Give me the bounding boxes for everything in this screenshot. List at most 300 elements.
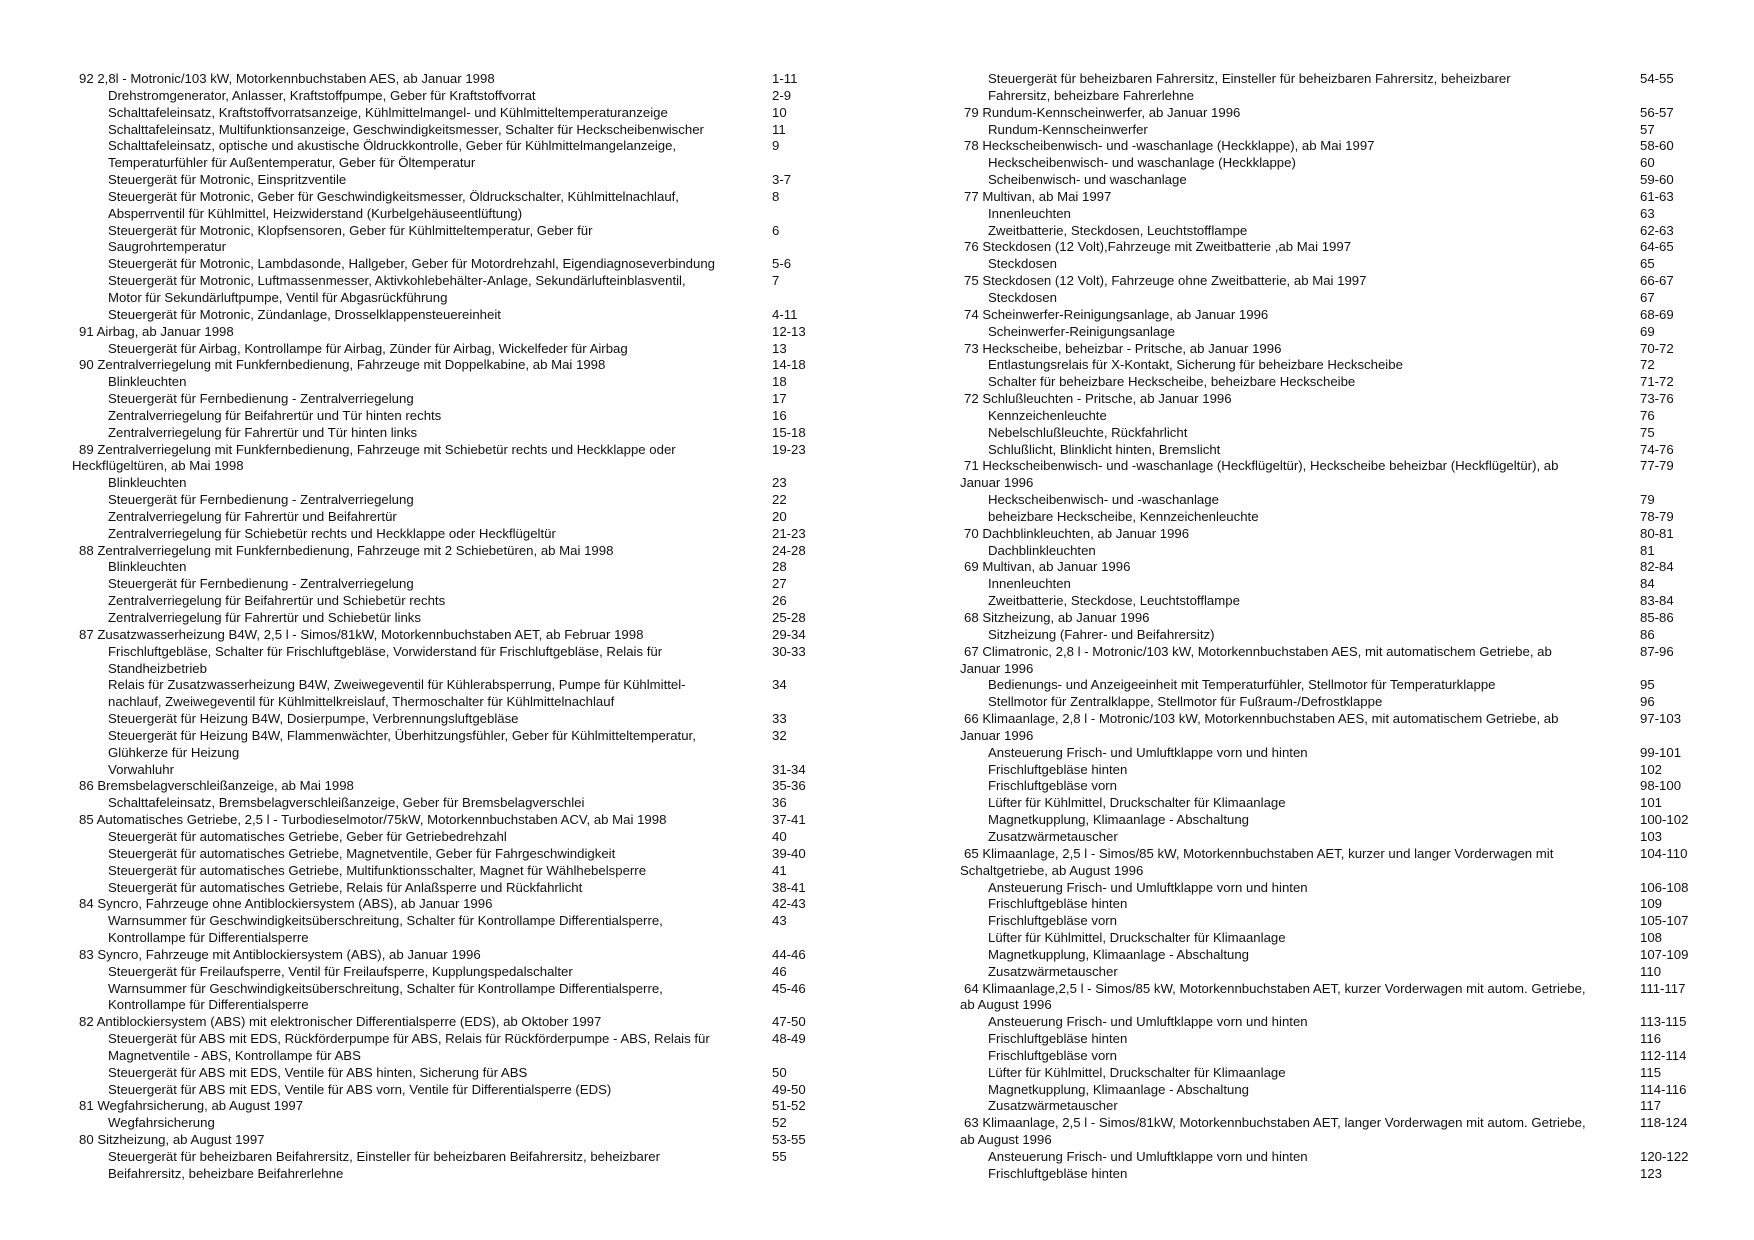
toc-entry-title: 80 Sitzheizung, ab August 1997 <box>79 1132 265 1148</box>
toc-entry-title: Lüfter für Kühlmittel, Druckschalter für Klimaanlage <box>988 1064 1286 1080</box>
toc-section-entry <box>72 778 832 795</box>
toc-page-range: 95 <box>1640 677 1655 693</box>
toc-entry-title: Steckdosen <box>988 256 1057 272</box>
toc-entry-title: 68 Sitzheizung, ab Januar 1996 <box>964 610 1150 625</box>
toc-page-range: 66-67 <box>1640 273 1674 289</box>
toc-page-range: 123 <box>1640 1165 1663 1181</box>
toc-entry-title: Steuergerät für beheizbaren Fahrersitz, Einsteller für beheizbaren Fahrersitz, beheizbarer <box>988 71 1511 86</box>
toc-entry-continuation <box>72 458 832 475</box>
toc-page-range: 34 <box>772 677 787 693</box>
toc-page-range: 44-46 <box>772 946 806 962</box>
toc-sub-entry <box>960 694 1700 711</box>
toc-page-range: 98-100 <box>1640 778 1682 794</box>
toc-section-entry <box>72 1132 832 1149</box>
toc-entry-title: Magnetventile - ABS, Kontrollampe für ABS <box>108 1047 361 1063</box>
toc-section-entry <box>72 357 832 374</box>
toc-page-range: 31-34 <box>772 761 806 777</box>
toc-entry-title: 86 Bremsbelagverschleißanzeige, ab Mai 1998 <box>79 778 354 794</box>
toc-section-entry <box>960 189 1700 206</box>
toc-entry-title: 74 Scheinwerfer-Reinigungsanlage, ab Januar 1996 <box>964 306 1269 322</box>
toc-page-range: 28 <box>772 559 787 575</box>
toc-sub-entry <box>72 981 832 998</box>
toc-sub-entry <box>72 1031 832 1048</box>
toc-page-range: 25-28 <box>772 610 806 625</box>
toc-entry-title: Steuergerät für Heizung B4W, Flammenwächter, Überhitzungsfühler, Geber für Kühlmitteltemperatur, <box>108 727 696 743</box>
toc-sub-entry <box>960 829 1700 846</box>
toc-entry-title: Januar 1996 <box>960 660 1034 676</box>
toc-page-range: 17 <box>772 391 787 407</box>
toc-sub-entry <box>72 425 832 442</box>
toc-section-entry <box>72 896 832 913</box>
toc-sub-entry <box>72 391 832 408</box>
toc-entry-title: Relais für Zusatzwasserheizung B4W, Zweiwegeventil für Kühlerabsperrung, Pumpe für Kühlmittel- <box>108 677 686 693</box>
toc-page-range: 74-76 <box>1640 441 1674 457</box>
toc-entry-title: 70 Dachblinkleuchten, ab Januar 1996 <box>964 525 1190 541</box>
toc-section-entry <box>72 1014 832 1031</box>
toc-page-range: 35-36 <box>772 778 806 794</box>
toc-entry-continuation <box>72 997 832 1014</box>
toc-entry-title: Schlußlicht, Blinklicht hinten, Bremslicht <box>988 441 1221 457</box>
toc-page-range: 32 <box>772 727 787 743</box>
toc-sub-entry <box>960 1082 1700 1099</box>
toc-section-entry <box>72 324 832 341</box>
toc-entry-title: Scheibenwisch- und waschanlage <box>988 172 1187 188</box>
toc-page-range: 40 <box>772 828 787 844</box>
toc-section-entry <box>960 610 1700 627</box>
toc-page-range: 58-60 <box>1640 138 1674 154</box>
toc-sub-entry <box>72 1065 832 1082</box>
toc-section-entry <box>72 71 832 88</box>
toc-entry-title: Steuergerät für Fernbedienung - Zentralverriegelung <box>108 492 414 508</box>
toc-entry-title: Frischluftgebläse hinten <box>988 896 1128 912</box>
toc-entry-title: Ansteuerung Frisch- und Umluftklappe vorn und hinten <box>988 744 1308 760</box>
toc-entry-continuation <box>72 290 832 307</box>
toc-entry-title: Zweitbatterie, Steckdose, Leuchtstofflampe <box>988 593 1240 609</box>
toc-page-range: 96 <box>1640 694 1655 710</box>
toc-sub-entry <box>72 846 832 863</box>
toc-entry-title: 84 Syncro, Fahrzeuge ohne Antiblockiersystem (ABS), ab Januar 1996 <box>79 896 493 912</box>
toc-entry-title: 75 Steckdosen (12 Volt), Fahrzeuge ohne Zweitbatterie, ab Mai 1997 <box>964 273 1367 289</box>
toc-entry-title: 90 Zentralverriegelung mit Funkfernbedienung, Fahrzeuge mit Doppelkabine, ab Mai 1998 <box>79 357 606 373</box>
toc-entry-title: Kontrollampe für Differentialsperre <box>108 930 309 946</box>
toc-page-range: 11 <box>772 121 786 137</box>
toc-page-range: 112-114 <box>1640 1047 1687 1063</box>
toc-entry-title: Magnetkupplung, Klimaanlage - Abschaltung <box>988 1081 1249 1097</box>
toc-sub-entry <box>960 930 1700 947</box>
toc-entry-title: Schalttafeleinsatz, Kraftstoffvorratsanzeige, Kühlmittelmangel- und Kühlmitteltemperaturanzeige <box>108 104 668 120</box>
toc-page-range: 117 <box>1640 1098 1662 1114</box>
toc-page-range: 81 <box>1640 542 1655 558</box>
toc-sub-entry <box>960 896 1700 913</box>
toc-sub-entry <box>960 1149 1700 1166</box>
toc-entry-title: Frischluftgebläse vorn <box>988 913 1118 929</box>
toc-sub-entry <box>960 593 1700 610</box>
toc-sub-entry <box>960 762 1700 779</box>
toc-entry-title: 87 Zusatzwasserheizung B4W, 2,5 l - Simos/81kW, Motorkennbuchstaben AET, ab Februar 1998 <box>79 626 644 642</box>
toc-page-range: 54-55 <box>1640 71 1674 86</box>
toc-entry-title: Warnsummer für Geschwindigkeitsüberschreitung, Schalter für Kontrollampe Differentialsperre, <box>108 913 663 929</box>
toc-entry-title: 73 Heckscheibe, beheizbar - Pritsche, ab Januar 1996 <box>964 340 1282 356</box>
toc-page-range: 5-6 <box>772 256 792 272</box>
toc-sub-entry <box>72 374 832 391</box>
toc-page-range: 82-84 <box>1640 559 1674 575</box>
toc-page-range: 43 <box>772 913 787 929</box>
toc-entry-title: 72 Schlußleuchten - Pritsche, ab Januar 1996 <box>964 391 1232 407</box>
toc-page-range: 72 <box>1640 357 1655 373</box>
toc-entry-title: Frischluftgebläse vorn <box>988 778 1118 794</box>
toc-entry-title: Steuergerät für Motronic, Luftmassenmesser, Aktivkohlebehälter-Anlage, Sekundärlufteinblasventil, <box>108 273 686 289</box>
toc-entry-title: Lüfter für Kühlmittel, Druckschalter für Klimaanlage <box>988 795 1286 811</box>
toc-sub-entry <box>72 762 832 779</box>
toc-page-range: 115 <box>1640 1064 1662 1080</box>
toc-entry-continuation <box>72 694 832 711</box>
toc-page-range: 30-33 <box>772 643 806 659</box>
toc-page-range: 106-108 <box>1640 879 1689 895</box>
toc-section-entry <box>960 526 1700 543</box>
toc-entry-title: beheizbare Heckscheibe, Kennzeichenleuchte <box>988 508 1259 524</box>
toc-entry-title: Zentralverriegelung für Beifahrertür und Tür hinten rechts <box>108 407 442 423</box>
toc-entry-title: Zentralverriegelung für Fahrertür und Schiebetür links <box>108 610 421 625</box>
toc-page-range: 114-116 <box>1640 1081 1687 1097</box>
toc-section-entry <box>960 1115 1700 1132</box>
toc-sub-entry <box>72 492 832 509</box>
toc-entry-title: Steuergerät für Heizung B4W, Dosierpumpe, Verbrennungsluftgebläse <box>108 711 519 727</box>
toc-entry-title: Steuergerät für Motronic, Einspritzventile <box>108 172 347 188</box>
toc-sub-entry <box>72 189 832 206</box>
toc-sub-entry <box>960 155 1700 172</box>
toc-page-range: 45-46 <box>772 980 806 996</box>
toc-sub-entry <box>960 913 1700 930</box>
toc-entry-title: Zentralverriegelung für Fahrertür und Tür hinten links <box>108 424 418 440</box>
toc-entry-title: Heckflügeltüren, ab Mai 1998 <box>72 458 244 474</box>
toc-entry-continuation <box>960 88 1700 105</box>
toc-entry-title: Frischluftgebläse hinten <box>988 1031 1128 1047</box>
toc-sub-entry <box>72 880 832 897</box>
toc-page-range: 46 <box>772 963 787 979</box>
toc-entry-title: 89 Zentralverriegelung mit Funkfernbedienung, Fahrzeuge mit Schiebetür rechts und Heckklappe oder <box>79 441 676 457</box>
toc-entry-title: 91 Airbag, ab Januar 1998 <box>79 323 234 339</box>
toc-entry-continuation <box>72 206 832 223</box>
toc-entry-continuation <box>960 863 1700 880</box>
toc-entry-title: 76 Steckdosen (12 Volt),Fahrzeuge mit Zweitbatterie ,ab Mai 1997 <box>964 239 1352 255</box>
toc-sub-entry <box>960 256 1700 273</box>
toc-page-range: 108 <box>1640 930 1663 946</box>
toc-entry-title: ab August 1996 <box>960 1132 1052 1148</box>
toc-entry-title: 65 Klimaanlage, 2,5 l - Simos/85 kW, Motorkennbuchstaben AET, kurzer und langer Vorderwagen mit <box>964 845 1554 861</box>
toc-page-range: 48-49 <box>772 1031 806 1047</box>
toc-sub-entry <box>960 1014 1700 1031</box>
toc-page-range: 86 <box>1640 626 1655 642</box>
toc-entry-title: Frischluftgebläse hinten <box>988 761 1128 777</box>
toc-sub-entry <box>72 105 832 122</box>
toc-entry-title: Schalttafeleinsatz, optische und akustische Öldruckkontrolle, Geber für Kühlmittelmangelanzeige, <box>108 138 677 154</box>
toc-sub-entry <box>960 122 1700 139</box>
toc-entry-title: Zentralverriegelung für Fahrertür und Beifahrertür <box>108 508 397 524</box>
toc-page-range: 103 <box>1640 828 1663 844</box>
toc-entry-title: Frischluftgebläse hinten <box>988 1165 1128 1181</box>
toc-page-range: 39-40 <box>772 845 806 861</box>
toc-entry-title: Kennzeichenleuchte <box>988 407 1107 423</box>
toc-page-range: 110 <box>1640 963 1662 979</box>
toc-page-range: 22 <box>772 492 787 508</box>
toc-sub-entry <box>960 1098 1700 1115</box>
toc-page-range: 87-96 <box>1640 643 1674 659</box>
toc-sub-entry <box>72 138 832 155</box>
toc-page-range: 23 <box>772 475 787 491</box>
toc-entry-continuation <box>72 1048 832 1065</box>
toc-page-range: 37-41 <box>772 812 806 828</box>
toc-entry-title: Drehstromgenerator, Anlasser, Kraftstoffpumpe, Geber für Kraftstoffvorrat <box>108 87 536 103</box>
toc-entry-continuation <box>72 745 832 762</box>
toc-entry-title: Blinkleuchten <box>108 559 187 575</box>
toc-section-entry <box>72 1098 832 1115</box>
toc-entry-continuation <box>72 1166 832 1183</box>
toc-entry-title: Standheizbetrieb <box>108 660 207 676</box>
toc-page-range: 113-115 <box>1640 1014 1687 1030</box>
toc-page-range: 59-60 <box>1640 172 1674 188</box>
toc-page-range: 20 <box>772 508 787 524</box>
toc-section-entry <box>72 627 832 644</box>
toc-sub-entry <box>72 509 832 526</box>
toc-entry-title: Steuergerät für Motronic, Zündanlage, Drosselklappensteuereinheit <box>108 306 501 322</box>
toc-section-entry <box>72 442 832 459</box>
toc-page-range: 73-76 <box>1640 391 1674 407</box>
toc-page-range: 105-107 <box>1640 913 1689 929</box>
toc-entry-title: 92 2,8l - Motronic/103 kW, Motorkennbuchstaben AES, ab Januar 1998 <box>79 71 495 86</box>
toc-entry-title: Ansteuerung Frisch- und Umluftklappe vorn und hinten <box>988 879 1308 895</box>
toc-sub-entry <box>72 576 832 593</box>
toc-page-range: 100-102 <box>1640 812 1689 828</box>
toc-entry-title: 64 Klimaanlage,2,5 l - Simos/85 kW, Motorkennbuchstaben AET, kurzer Vorderwagen mit autom. Getriebe, <box>964 980 1586 996</box>
toc-entry-title: Frischluftgebläse, Schalter für Frischluftgebläse, Vorwiderstand für Frischluftgebläse, Relais für <box>108 643 663 659</box>
toc-entry-title: Steuergerät für beheizbaren Beifahrersitz, Einsteller für beheizbaren Beifahrersitz, beheizbarer <box>108 1149 660 1164</box>
toc-sub-entry <box>72 1115 832 1132</box>
toc-entry-title: Absperrventil für Kühlmittel, Heizwiderstand (Kurbelgehäuseentlüftung) <box>108 205 523 221</box>
toc-entry-title: Wegfahrsicherung <box>108 1115 215 1131</box>
toc-section-entry <box>960 105 1700 122</box>
toc-sub-entry <box>960 812 1700 829</box>
toc-entry-title: Nebelschlußleuchte, Rückfahrlicht <box>988 424 1188 440</box>
toc-sub-entry <box>960 1031 1700 1048</box>
toc-entry-title: Steuergerät für ABS mit EDS, Ventile für ABS hinten, Sicherung für ABS <box>108 1064 528 1080</box>
toc-sub-entry <box>960 947 1700 964</box>
toc-sub-entry <box>960 290 1700 307</box>
toc-entry-title: Steckdosen <box>988 289 1057 305</box>
toc-section-entry <box>960 711 1700 728</box>
toc-sub-entry <box>960 795 1700 812</box>
toc-sub-entry <box>72 172 832 189</box>
toc-sub-entry <box>72 475 832 492</box>
toc-page-range: 14-18 <box>772 357 806 373</box>
toc-sub-entry <box>72 913 832 930</box>
toc-sub-entry <box>960 206 1700 223</box>
toc-sub-entry <box>960 627 1700 644</box>
toc-entry-title: Motor für Sekundärluftpumpe, Ventil für Abgasrückführung <box>108 289 448 305</box>
toc-page-range: 107-109 <box>1640 946 1689 962</box>
toc-entry-title: Steuergerät für Fernbedienung - Zentralverriegelung <box>108 576 414 592</box>
toc-entry-title: Zusatzwärmetauscher <box>988 828 1118 844</box>
toc-page-range: 111-117 <box>1640 980 1686 996</box>
toc-sub-entry <box>72 307 832 324</box>
toc-entry-title: 69 Multivan, ab Januar 1996 <box>964 559 1131 575</box>
toc-entry-title: Temperaturfühler für Außentemperatur, Geber für Öltemperatur <box>108 155 476 171</box>
toc-entry-title: Januar 1996 <box>960 475 1034 491</box>
toc-sub-entry <box>960 425 1700 442</box>
toc-section-entry <box>960 307 1700 324</box>
toc-entry-title: 67 Climatronic, 2,8 l - Motronic/103 kW, Motorkennbuchstaben AES, mit automatischem Getriebe, ab <box>964 643 1552 659</box>
toc-entry-title: Zusatzwärmetauscher <box>988 1098 1118 1114</box>
toc-entry-title: 77 Multivan, ab Mai 1997 <box>964 188 1112 204</box>
toc-entry-title: Steuergerät für Freilaufsperre, Ventil für Freilaufsperre, Kupplungspedalschalter <box>108 963 573 979</box>
toc-page-range: 41 <box>772 862 787 878</box>
toc-page-range: 38-41 <box>772 879 806 895</box>
toc-page-range: 101 <box>1640 795 1663 811</box>
toc-entry-continuation <box>960 475 1700 492</box>
toc-page-range: 67 <box>1640 289 1655 305</box>
toc-page-range: 36 <box>772 795 787 811</box>
toc-section-entry <box>960 559 1700 576</box>
toc-entry-title: Schalttafeleinsatz, Bremsbelagverschleißanzeige, Geber für Bremsbelagverschlei <box>108 795 585 811</box>
toc-section-entry <box>72 543 832 560</box>
toc-sub-entry <box>960 677 1700 694</box>
toc-section-entry <box>960 341 1700 358</box>
toc-sub-entry <box>72 1149 832 1166</box>
toc-page-range: 15-18 <box>772 424 806 440</box>
toc-entry-title: 66 Klimaanlage, 2,8 l - Motronic/103 kW, Motorkennbuchstaben AES, mit automatischem Getriebe, ab <box>964 711 1559 727</box>
toc-section-entry <box>960 644 1700 661</box>
toc-entry-continuation <box>72 661 832 678</box>
toc-entry-title: 71 Heckscheibenwisch- und -waschanlage (Heckflügeltür), Heckscheibe beheizbar (Heckflügeltür), ab <box>964 458 1559 474</box>
toc-page-range: 16 <box>772 407 787 423</box>
toc-entry-title: 83 Syncro, Fahrzeuge mit Antiblockiersystem (ABS), ab Januar 1996 <box>79 946 481 962</box>
toc-entry-title: 81 Wegfahrsicherung, ab August 1997 <box>79 1098 304 1114</box>
toc-page-range: 50 <box>772 1064 787 1080</box>
toc-page-range: 77-79 <box>1640 458 1674 474</box>
toc-sub-entry <box>960 745 1700 762</box>
toc-entry-title: Steuergerät für Motronic, Lambdasonde, Hallgeber, Geber für Motordrehzahl, Eigendiagnoseverbindung <box>108 256 715 272</box>
toc-sub-entry <box>960 1166 1700 1183</box>
toc-entry-continuation <box>960 728 1700 745</box>
toc-sub-entry <box>960 964 1700 981</box>
toc-sub-entry <box>72 610 832 627</box>
toc-page-range: 18 <box>772 374 787 390</box>
toc-entry-title: Innenleuchten <box>988 576 1071 592</box>
toc-page-range: 3-7 <box>772 172 792 188</box>
toc-entry-title: Blinkleuchten <box>108 374 187 390</box>
toc-entry-continuation <box>72 239 832 256</box>
toc-page-range: 2-9 <box>772 87 792 103</box>
toc-column-right <box>960 71 1700 1183</box>
toc-section-entry <box>960 273 1700 290</box>
toc-entry-title: Steuergerät für automatisches Getriebe, Magnetventile, Geber für Fahrgeschwindigkeit <box>108 845 616 861</box>
toc-page-range: 51-52 <box>772 1098 806 1114</box>
toc-entry-title: Magnetkupplung, Klimaanlage - Abschaltung <box>988 946 1249 962</box>
toc-sub-entry <box>72 1082 832 1099</box>
toc-entry-title: Sitzheizung (Fahrer- und Beifahrersitz) <box>988 626 1215 642</box>
toc-page-range: 12-13 <box>772 323 806 339</box>
toc-entry-title: Entlastungsrelais für X-Kontakt, Sicherung für beheizbare Heckscheibe <box>988 357 1403 373</box>
toc-page-range: 56-57 <box>1640 104 1674 120</box>
toc-entry-title: 63 Klimaanlage, 2,5 l - Simos/81kW, Motorkennbuchstaben AET, langer Vorderwagen mit autom. Getriebe, <box>964 1115 1586 1131</box>
toc-page-range: 27 <box>772 576 787 592</box>
toc-sub-entry <box>72 273 832 290</box>
toc-page-range: 63 <box>1640 205 1655 221</box>
toc-sub-entry <box>72 795 832 812</box>
toc-page-range: 49-50 <box>772 1081 806 1097</box>
toc-sub-entry <box>960 1048 1700 1065</box>
toc-sub-entry <box>72 677 832 694</box>
toc-section-entry <box>960 846 1700 863</box>
toc-sub-entry <box>72 593 832 610</box>
toc-page-range: 53-55 <box>772 1132 806 1148</box>
toc-page-range: 68-69 <box>1640 306 1674 322</box>
toc-sub-entry <box>960 778 1700 795</box>
toc-page-range: 21-23 <box>772 525 806 541</box>
toc-section-entry <box>960 391 1700 408</box>
toc-entry-title: Zentralverriegelung für Schiebetür rechts und Heckklappe oder Heckflügeltür <box>108 525 556 541</box>
toc-section-entry <box>72 947 832 964</box>
toc-entry-title: Bedienungs- und Anzeigeeinheit mit Temperaturfühler, Stellmotor für Temperaturklappe <box>988 677 1496 693</box>
toc-sub-entry <box>72 559 832 576</box>
toc-entry-title: Steuergerät für automatisches Getriebe, Geber für Getriebedrehzahl <box>108 828 507 844</box>
toc-page-range: 79 <box>1640 492 1655 508</box>
toc-page-range: 76 <box>1640 407 1655 423</box>
toc-page-range: 52 <box>772 1115 787 1131</box>
toc-entry-title: Schalter für beheizbare Heckscheibe, beheizbare Heckscheibe <box>988 374 1356 390</box>
toc-sub-entry <box>72 964 832 981</box>
toc-entry-title: Stellmotor für Zentralklappe, Stellmotor für Fußraum-/Defrostklappe <box>988 694 1383 710</box>
toc-sub-entry <box>960 71 1700 88</box>
toc-entry-title: 85 Automatisches Getriebe, 2,5 l - Turbodieselmotor/75kW, Motorkennbuchstaben ACV, ab Mai 1998 <box>79 812 667 828</box>
toc-page-range: 97-103 <box>1640 711 1682 727</box>
toc-page-range: 85-86 <box>1640 610 1674 625</box>
toc-sub-entry <box>960 1065 1700 1082</box>
toc-sub-entry <box>72 88 832 105</box>
toc-entry-title: ab August 1996 <box>960 997 1052 1013</box>
toc-page-range: 10 <box>772 104 787 120</box>
toc-entry-title: Magnetkupplung, Klimaanlage - Abschaltung <box>988 812 1249 828</box>
toc-entry-title: 88 Zentralverriegelung mit Funkfernbedienung, Fahrzeuge mit 2 Schiebetüren, ab Mai 1998 <box>79 542 614 558</box>
toc-entry-title: Steuergerät für ABS mit EDS, Rückförderpumpe für ABS, Relais für Rückförderpumpe - ABS, Relais für <box>108 1031 710 1047</box>
toc-sub-entry <box>960 357 1700 374</box>
toc-page-range: 84 <box>1640 576 1655 592</box>
toc-entry-continuation <box>72 930 832 947</box>
toc-entry-title: Warnsummer für Geschwindigkeitsüberschreitung, Schalter für Kontrollampe Differentialsperre, <box>108 980 663 996</box>
toc-sub-entry <box>960 374 1700 391</box>
toc-entry-title: nachlauf, Zweiwegeventil für Kühlmittelkreislauf, Thermoschalter für Kühlmittelnachlauf <box>108 694 615 710</box>
toc-sub-entry <box>72 711 832 728</box>
toc-entry-title: Lüfter für Kühlmittel, Druckschalter für Klimaanlage <box>988 930 1286 946</box>
toc-page-range: 24-28 <box>772 542 806 558</box>
toc-sub-entry <box>960 408 1700 425</box>
toc-entry-continuation <box>960 997 1700 1014</box>
toc-entry-title: Heckscheibenwisch- und -waschanlage <box>988 492 1219 508</box>
toc-entry-title: Scheinwerfer-Reinigungsanlage <box>988 323 1175 339</box>
toc-sub-entry <box>960 442 1700 459</box>
toc-sub-entry <box>960 576 1700 593</box>
toc-page-range: 78-79 <box>1640 508 1674 524</box>
toc-entry-title: Glühkerze für Heizung <box>108 744 240 760</box>
toc-entry-title: Zweitbatterie, Steckdosen, Leuchtstofflampe <box>988 222 1248 238</box>
toc-entry-continuation <box>960 1132 1700 1149</box>
toc-page-range: 33 <box>772 711 787 727</box>
toc-page-range: 42-43 <box>772 896 806 912</box>
toc-page-range: 69 <box>1640 323 1655 339</box>
toc-sub-entry <box>72 223 832 240</box>
toc-page-range: 9 <box>772 138 780 154</box>
toc-sub-entry <box>72 256 832 273</box>
toc-sub-entry <box>72 408 832 425</box>
